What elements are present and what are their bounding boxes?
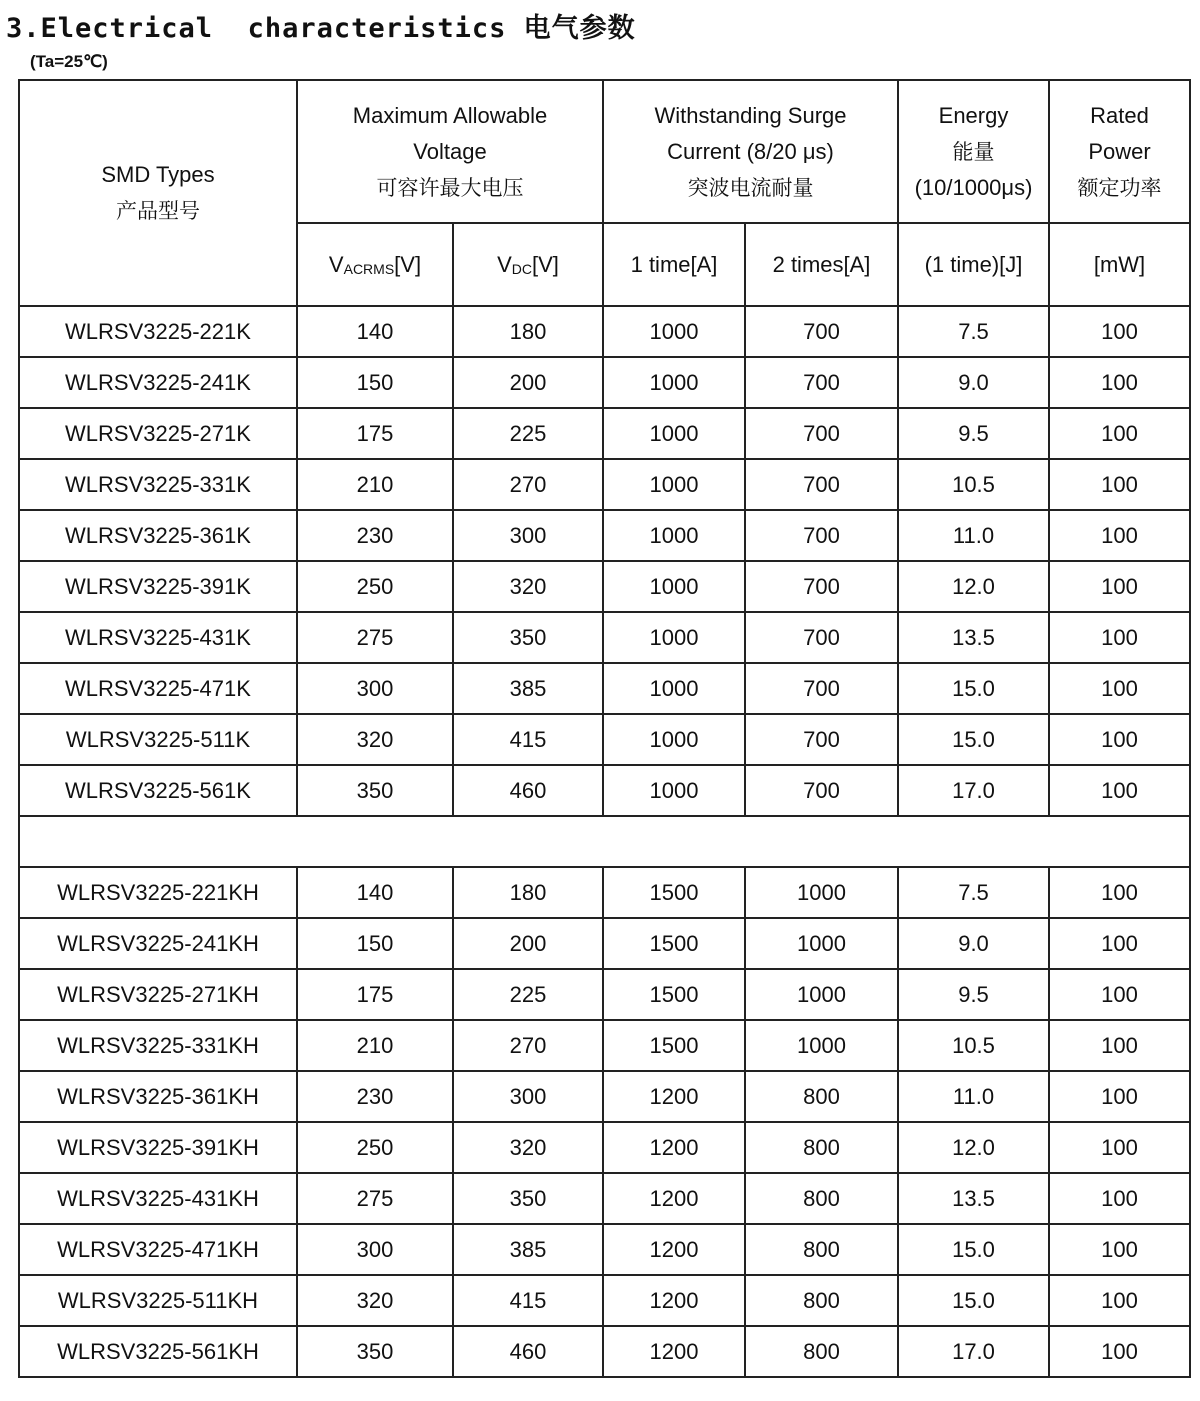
header-smd-types-en: SMD Types	[101, 162, 215, 187]
vdc-value: 180	[453, 867, 603, 918]
surge-2-times-value: 700	[745, 561, 898, 612]
table-row	[19, 1275, 1190, 1326]
header-surge-current-line2: Current (8/20 μs)	[667, 138, 834, 164]
table-row	[19, 1326, 1190, 1377]
table-row	[19, 510, 1190, 561]
table-row	[19, 969, 1190, 1020]
energy-value: 17.0	[898, 1326, 1049, 1377]
header-smd-types-zh: 产品型号	[116, 199, 200, 223]
vac-rms-value: 150	[297, 357, 453, 408]
header-energy-line3: (10/1000μs)	[914, 174, 1033, 200]
part-number: WLRSV3225-431K	[19, 612, 297, 663]
vac-rms-value: 175	[297, 408, 453, 459]
header-energy-zh: 能量	[952, 139, 995, 164]
vac-subscript: ACRMS	[343, 260, 395, 277]
vdc-value: 300	[453, 510, 603, 561]
header-surge-current-zh: 突波电流耐量	[687, 175, 814, 200]
header-power-unit: [mW]	[1049, 223, 1190, 306]
surge-2-times-value: 1000	[745, 1020, 898, 1071]
rated-power-value: 100	[1049, 663, 1190, 714]
vdc-value: 350	[453, 612, 603, 663]
table-row	[19, 714, 1190, 765]
rated-power-value: 100	[1049, 612, 1190, 663]
surge-2-times-value: 800	[745, 1224, 898, 1275]
energy-value: 10.5	[898, 1020, 1049, 1071]
header-max-voltage-line1: Maximum Allowable	[352, 102, 548, 128]
surge-1-time-value: 1200	[603, 1326, 745, 1377]
part-number: WLRSV3225-361KH	[19, 1071, 297, 1122]
rated-power-value: 100	[1049, 306, 1190, 357]
vdc-value: 350	[453, 1173, 603, 1224]
vac-rms-value: 250	[297, 561, 453, 612]
header-vdc	[453, 223, 603, 306]
table-row	[19, 1224, 1190, 1275]
energy-value: 11.0	[898, 510, 1049, 561]
table-row	[19, 765, 1190, 816]
vac-rms-value: 300	[297, 663, 453, 714]
vdc-value: 320	[453, 561, 603, 612]
vdc-value: 270	[453, 459, 603, 510]
vac-unit: [V]	[394, 251, 422, 277]
rated-power-value: 100	[1049, 408, 1190, 459]
rated-power-value: 100	[1049, 1122, 1190, 1173]
header-surge-1-time: 1 time[A]	[603, 223, 745, 306]
surge-1-time-value: 1200	[603, 1122, 745, 1173]
rated-power-value: 100	[1049, 1020, 1190, 1071]
surge-1-time-value: 1000	[603, 765, 745, 816]
energy-value: 15.0	[898, 1275, 1049, 1326]
vdc-value: 225	[453, 408, 603, 459]
header-rated-power-line2: Power	[1088, 138, 1151, 164]
vac-symbol: V	[328, 251, 344, 277]
header-energy-line1: Energy	[938, 102, 1009, 128]
energy-value: 12.0	[898, 561, 1049, 612]
energy-value: 13.5	[898, 1173, 1049, 1224]
surge-1-time-value: 1000	[603, 612, 745, 663]
table-row	[19, 459, 1190, 510]
rated-power-value: 100	[1049, 1224, 1190, 1275]
rated-power-value: 100	[1049, 357, 1190, 408]
surge-2-times-value: 800	[745, 1071, 898, 1122]
surge-1-time-value: 1000	[603, 306, 745, 357]
rated-power-value: 100	[1049, 459, 1190, 510]
vac-rms-value: 250	[297, 1122, 453, 1173]
vac-rms-value: 230	[297, 1071, 453, 1122]
surge-2-times-value: 700	[745, 663, 898, 714]
vdc-value: 200	[453, 357, 603, 408]
vac-rms-value: 210	[297, 459, 453, 510]
energy-value: 15.0	[898, 714, 1049, 765]
surge-1-time-value: 1000	[603, 714, 745, 765]
vdc-value: 460	[453, 1326, 603, 1377]
surge-2-times-value: 700	[745, 459, 898, 510]
surge-2-times-value: 700	[745, 510, 898, 561]
table-row	[19, 561, 1190, 612]
energy-value: 7.5	[898, 306, 1049, 357]
vac-rms-value: 140	[297, 306, 453, 357]
surge-2-times-value: 1000	[745, 867, 898, 918]
table-row	[19, 1020, 1190, 1071]
rated-power-value: 100	[1049, 510, 1190, 561]
table-row	[19, 1071, 1190, 1122]
rated-power-value: 100	[1049, 1275, 1190, 1326]
part-number: WLRSV3225-361K	[19, 510, 297, 561]
part-number: WLRSV3225-241K	[19, 357, 297, 408]
rated-power-value: 100	[1049, 1071, 1190, 1122]
part-number: WLRSV3225-511KH	[19, 1275, 297, 1326]
energy-value: 17.0	[898, 765, 1049, 816]
vac-rms-value: 210	[297, 1020, 453, 1071]
header-energy-unit: (1 time)[J]	[898, 223, 1049, 306]
vac-rms-value: 350	[297, 1326, 453, 1377]
vac-rms-value: 350	[297, 765, 453, 816]
rated-power-value: 100	[1049, 867, 1190, 918]
part-number: WLRSV3225-391K	[19, 561, 297, 612]
header-surge-current-line1: Withstanding Surge	[654, 102, 847, 128]
rated-power-value: 100	[1049, 561, 1190, 612]
vac-rms-value: 140	[297, 867, 453, 918]
vdc-value: 385	[453, 663, 603, 714]
energy-value: 12.0	[898, 1122, 1049, 1173]
surge-2-times-value: 800	[745, 1275, 898, 1326]
surge-2-times-value: 800	[745, 1326, 898, 1377]
surge-2-times-value: 700	[745, 612, 898, 663]
vdc-subscript: DC	[511, 260, 532, 277]
section-title: 3.Electrical characteristics 电气参数	[6, 13, 636, 44]
part-number: WLRSV3225-221KH	[19, 867, 297, 918]
surge-1-time-value: 1500	[603, 1020, 745, 1071]
header-surge-2-times: 2 times[A]	[745, 223, 898, 306]
table-row	[19, 867, 1190, 918]
part-number: WLRSV3225-241KH	[19, 918, 297, 969]
surge-1-time-value: 1000	[603, 408, 745, 459]
vac-rms-value: 275	[297, 1173, 453, 1224]
surge-2-times-value: 800	[745, 1173, 898, 1224]
vac-rms-value: 320	[297, 1275, 453, 1326]
vdc-value: 270	[453, 1020, 603, 1071]
header-energy	[898, 80, 1049, 223]
vdc-value: 180	[453, 306, 603, 357]
surge-1-time-value: 1200	[603, 1224, 745, 1275]
rated-power-value: 100	[1049, 765, 1190, 816]
table-row	[19, 918, 1190, 969]
group-separator-cell	[19, 816, 1190, 867]
surge-2-times-value: 800	[745, 1122, 898, 1173]
table-row	[19, 408, 1190, 459]
part-number: WLRSV3225-471K	[19, 663, 297, 714]
energy-value: 9.5	[898, 408, 1049, 459]
part-number: WLRSV3225-331KH	[19, 1020, 297, 1071]
surge-2-times-value: 700	[745, 714, 898, 765]
part-number: WLRSV3225-271K	[19, 408, 297, 459]
vdc-unit: [V]	[532, 251, 559, 277]
group-separator-row	[19, 816, 1190, 867]
vdc-value: 200	[453, 918, 603, 969]
vdc-value: 320	[453, 1122, 603, 1173]
table-row	[19, 306, 1190, 357]
header-max-voltage	[297, 80, 603, 223]
vdc-value: 300	[453, 1071, 603, 1122]
energy-value: 11.0	[898, 1071, 1049, 1122]
electrical-characteristics-table	[18, 79, 1191, 1378]
surge-2-times-value: 1000	[745, 918, 898, 969]
rated-power-value: 100	[1049, 1326, 1190, 1377]
energy-value: 15.0	[898, 663, 1049, 714]
vdc-value: 385	[453, 1224, 603, 1275]
vdc-symbol: V	[497, 251, 512, 277]
header-row-main	[19, 80, 1190, 223]
header-vac-rms	[297, 223, 453, 306]
surge-1-time-value: 1000	[603, 561, 745, 612]
part-number: WLRSV3225-221K	[19, 306, 297, 357]
energy-value: 10.5	[898, 459, 1049, 510]
energy-value: 13.5	[898, 612, 1049, 663]
surge-2-times-value: 700	[745, 306, 898, 357]
surge-1-time-value: 1200	[603, 1173, 745, 1224]
surge-1-time-value: 1200	[603, 1071, 745, 1122]
table-row	[19, 357, 1190, 408]
surge-1-time-value: 1000	[603, 459, 745, 510]
vdc-value: 460	[453, 765, 603, 816]
vac-rms-value: 275	[297, 612, 453, 663]
vac-rms-value: 150	[297, 918, 453, 969]
vac-rms-value: 300	[297, 1224, 453, 1275]
vac-rms-value: 230	[297, 510, 453, 561]
vdc-value: 225	[453, 969, 603, 1020]
energy-value: 7.5	[898, 867, 1049, 918]
vdc-value: 415	[453, 714, 603, 765]
part-number: WLRSV3225-271KH	[19, 969, 297, 1020]
energy-value: 9.0	[898, 357, 1049, 408]
rated-power-value: 100	[1049, 714, 1190, 765]
vac-rms-value: 175	[297, 969, 453, 1020]
vac-rms-value: 320	[297, 714, 453, 765]
surge-1-time-value: 1000	[603, 357, 745, 408]
part-number: WLRSV3225-561KH	[19, 1326, 297, 1377]
header-max-voltage-zh: 可容许最大电压	[376, 175, 524, 200]
table-row	[19, 1122, 1190, 1173]
surge-1-time-value: 1500	[603, 867, 745, 918]
header-rated-power-zh: 额定功率	[1077, 175, 1162, 200]
header-max-voltage-line2: Voltage	[413, 138, 487, 164]
table-row	[19, 663, 1190, 714]
part-number: WLRSV3225-511K	[19, 714, 297, 765]
header-rated-power-line1: Rated	[1090, 102, 1149, 128]
temperature-condition: (Ta=25℃)	[30, 52, 108, 71]
energy-value: 9.5	[898, 969, 1049, 1020]
rated-power-value: 100	[1049, 1173, 1190, 1224]
table-row	[19, 1173, 1190, 1224]
surge-2-times-value: 700	[745, 357, 898, 408]
part-number: WLRSV3225-331K	[19, 459, 297, 510]
surge-1-time-value: 1200	[603, 1275, 745, 1326]
surge-2-times-value: 1000	[745, 969, 898, 1020]
part-number: WLRSV3225-431KH	[19, 1173, 297, 1224]
part-number: WLRSV3225-561K	[19, 765, 297, 816]
part-number: WLRSV3225-471KH	[19, 1224, 297, 1275]
part-number: WLRSV3225-391KH	[19, 1122, 297, 1173]
energy-value: 9.0	[898, 918, 1049, 969]
surge-2-times-value: 700	[745, 408, 898, 459]
surge-1-time-value: 1500	[603, 918, 745, 969]
table-body	[19, 306, 1190, 1377]
header-surge-current	[603, 80, 898, 223]
surge-2-times-value: 700	[745, 765, 898, 816]
surge-1-time-value: 1000	[603, 663, 745, 714]
table-row	[19, 612, 1190, 663]
header-rated-power	[1049, 80, 1190, 223]
vdc-value: 415	[453, 1275, 603, 1326]
rated-power-value: 100	[1049, 969, 1190, 1020]
header-smd-types	[19, 80, 297, 306]
rated-power-value: 100	[1049, 918, 1190, 969]
surge-1-time-value: 1500	[603, 969, 745, 1020]
energy-value: 15.0	[898, 1224, 1049, 1275]
surge-1-time-value: 1000	[603, 510, 745, 561]
